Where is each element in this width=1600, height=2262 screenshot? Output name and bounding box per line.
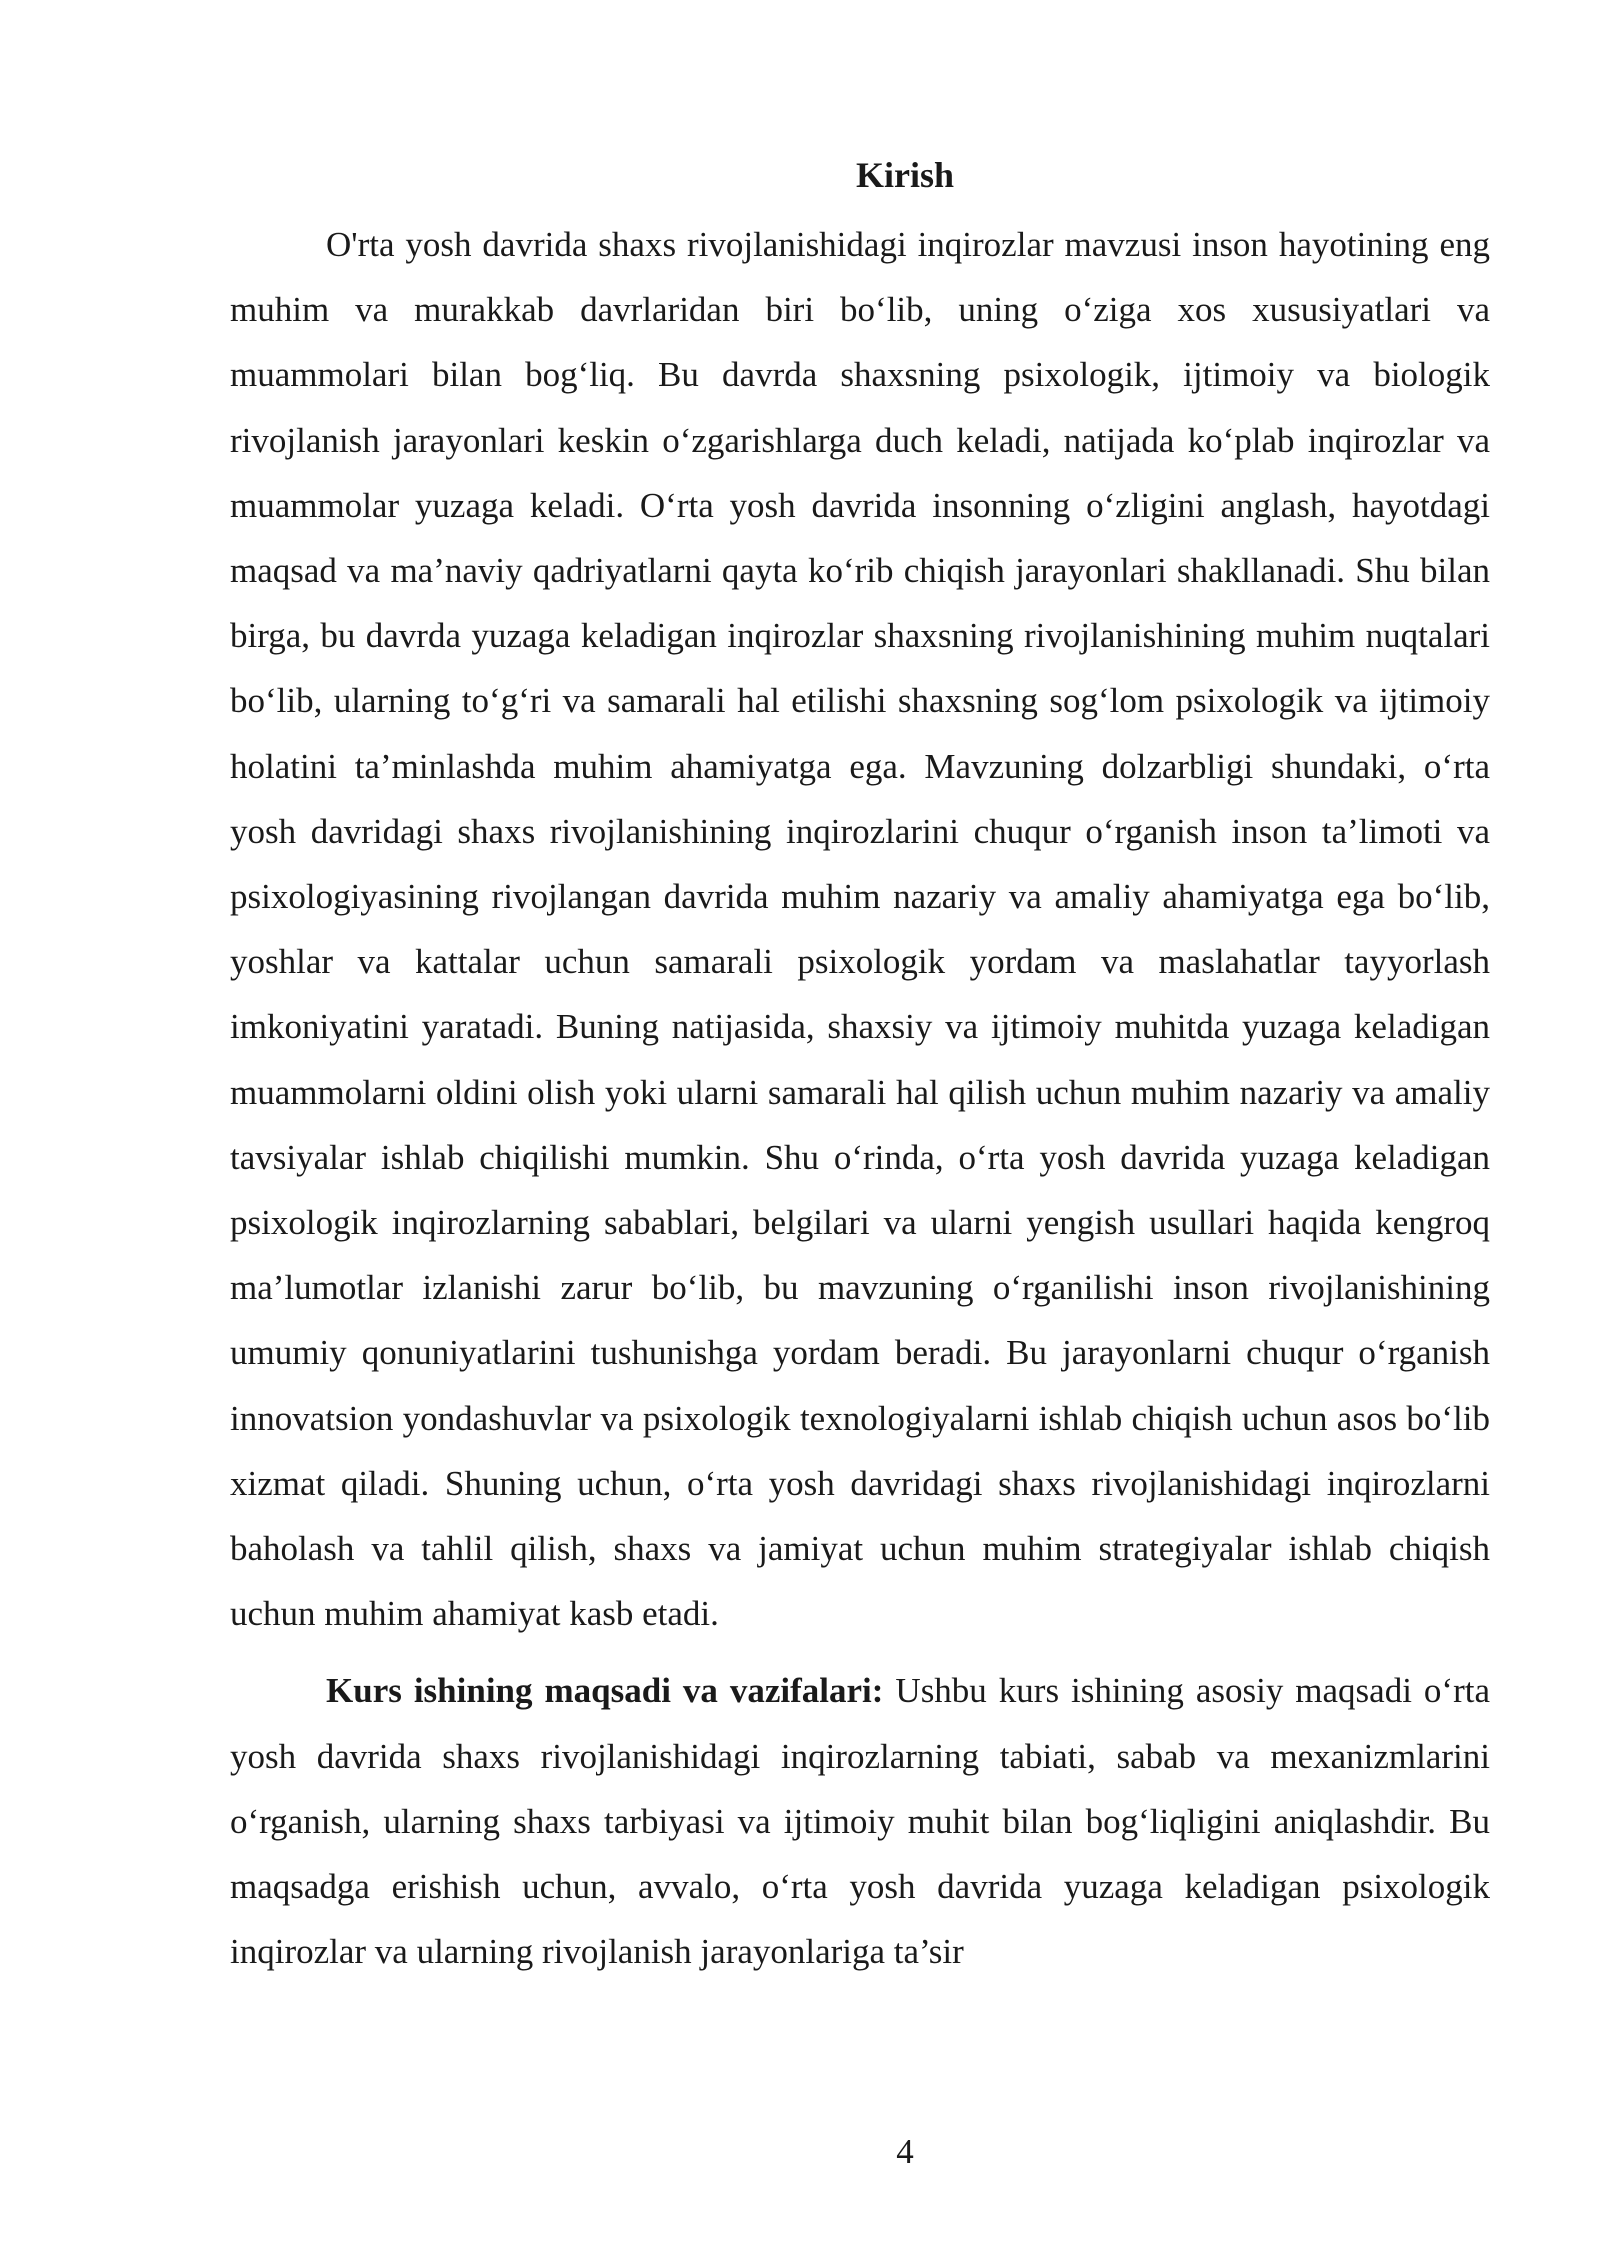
body-text xyxy=(230,212,1490,1984)
goals-paragraph-lead: Kurs ishining maqsadi va vazifalari: xyxy=(326,1671,884,1711)
intro-paragraph: O'rta yosh davrida shaxs rivojlanishidagi inqirozlar mavzusi inson hayotining eng muhim va murakkab davrlaridan biri bo‘lib, uning o‘ziga xos xususiyatlari va muammolari bilan bog‘liq. Bu davrda shaxsning psixologik, ijtimoiy va biologik rivojlanish jarayonlari keskin o‘zgarishlarga duch keladi, natijada ko‘plab inqirozlar va muammolar yuzaga keladi. O‘rta yosh davrida insonning o‘zligini anglash, hayotdagi maqsad va ma’naviy qadriyatlarni qayta ko‘rib chiqish jarayonlari shakllanadi. Shu bilan birga, bu davrda yuzaga keladigan inqirozlar shaxsning rivojlanishining muhim nuqtalari bo‘lib, ularning to‘g‘ri va samarali hal etilishi shaxsning sog‘lom psixologik va ijtimoiy holatini ta’minlashda muhim ahamiyatga ega. Mavzuning dolzarbligi shundaki, o‘rta yosh davridagi shaxs rivojlanishining inqirozlarini chuqur o‘rganish inson ta’limoti va psixologiyasining rivojlangan davrida muhim nazariy va amaliy ahamiyatga ega bo‘lib, yoshlar va kattalar uchun samarali psixologik yordam va maslahatlar tayyorlash imkoniyatini yaratadi. Buning natijasida, shaxsiy va ijtimoiy muhitda yuzaga keladigan muammolarni oldini olish yoki ularni samarali hal qilish uchun muhim nazariy va amaliy tavsiyalar ishlab chiqilishi mumkin. Shu o‘rinda, o‘rta yosh davrida yuzaga keladigan psixologik inqirozlarning sabablari, belgilari va ularni yengish usullari haqida kengroq ma’lumotlar izlanishi zarur bo‘lib, bu mavzuning o‘rganilishi inson rivojlanishining umumiy qonuniyatlarini tushunishga yordam beradi. Bu jarayonlarni chuqur o‘rganish innovatsion yondashuvlar va psixologik texnologiyalarni ishlab chiqish uchun asos bo‘lib xizmat qiladi. Shuning uchun, o‘rta yosh davridagi shaxs rivojlanishidagi inqirozlarni baholash va tahlil qilish, shaxs va jamiyat uchun muhim strategiyalar ishlab chiqish uchun muhim ahamiyat kasb etadi. xyxy=(230,225,1490,1634)
page-number: 4 xyxy=(896,2132,914,2171)
goals-paragraph xyxy=(230,1658,1490,1984)
page-title: Kirish xyxy=(855,155,954,195)
goals-paragraph-text: Ushbu kurs ishining asosiy maqsadi o‘rta yosh davrida shaxs rivojlanishidagi inqirozlarning tabiati, sabab va mexanizmlarini o‘rganish, ularning shaxs tarbiyasi va ijtimoiy muhit bilan bog‘liqligini aniqlashdir. Bu maqsadga erishish uchun, avvalo, o‘rta yosh davrida yuzaga keladigan psixologik inqirozlar va ularning rivojlanish jarayonlariga ta’sir xyxy=(230,1671,1490,1972)
